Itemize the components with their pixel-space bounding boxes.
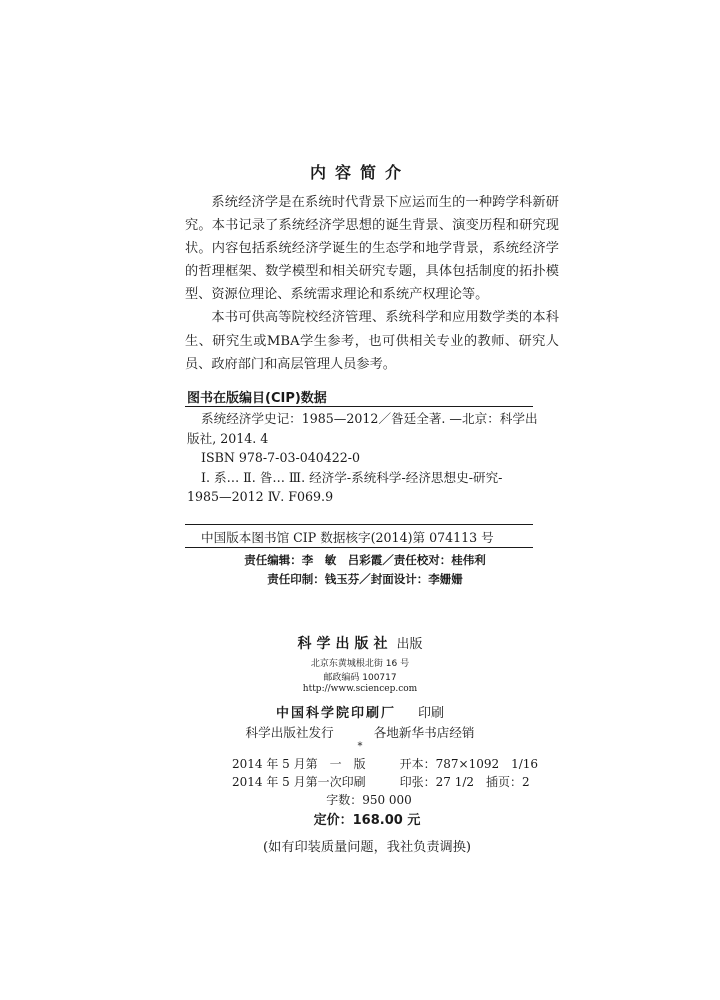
cip-middle-rule [185,524,533,525]
distribution-line [0,722,720,741]
sellers: 各地新华书店经销 [373,725,475,740]
printer-line [0,702,720,721]
cip-line: 系统经济学史记：1985—2012／昝廷全著. —北京：科学出 [201,411,538,426]
cip-line: 版社, 2014. 4 [187,430,269,446]
book-format: 开本：787×1092 1/16 [399,757,539,771]
publisher-name: 科学出版社 [297,636,393,652]
printing-line [232,773,530,790]
staff-line-editors: 责任编辑：李 敏 吕彩霞／责任校对：桂伟利 [244,553,486,567]
quality-notice: (如有印装质量问题，我社负责调换) [262,840,472,855]
cip-top-rule [185,406,533,407]
staff-line-printing: 责任印制：钱玉芬／封面设计：李姗姗 [267,572,463,586]
divider-star: * [357,741,363,752]
cip-bottom-rule [185,547,533,548]
cip-record-line: 中国版本图书馆 CIP 数据核字(2014)第 074113 号 [201,530,494,545]
word-count: 字数：950 000 [326,793,412,807]
intro-paragraph: 本书可供高等院校经济管理、系统科学和应用数学类的本科生、研究生或MBA学生参考，也可供相关专业的教师、研究人员、政府部门和高层管理人员参考。 [185,310,559,372]
sheets: 印张：27 1/2 插页：2 [399,775,530,789]
distribution-separator [334,722,374,741]
cip-line: ISBN 978-7-03-040422-0 [201,450,361,465]
intro-title: 内容简介 [309,163,410,182]
publisher-url: http://www.sciencep.com [302,684,418,694]
price: 定价：168.00 元 [313,813,421,828]
publisher-postal-code: 邮政编码 100717 [323,673,397,683]
publisher-address: 北京东黄城根北街 16 号 [310,659,410,669]
cip-line: Ⅰ. 系… Ⅱ. 昝… Ⅲ. 经济学-系统科学-经济思想史-研究- [201,469,503,485]
cip-body [187,409,538,507]
distributor: 科学出版社发行 [245,725,334,740]
printing: 2014 年 5 月第一次印刷 [232,775,366,789]
edition-line [232,755,538,772]
intro-paragraph: 系统经济学是在系统时代背景下应运而生的一种跨学科新研究。本书记录了系统经济学思想的诞生背景、演变历程和研究现状。内容包括系统经济学诞生的生态学和地学背景，系统经济学的哲理框架、数学模型和相关研究专题，具体包括制度的拓扑模型、资源位理论、系统需求理论和系统产权理论等。 [185,195,559,303]
intro-body [185,191,559,376]
cip-line: 1985—2012 Ⅳ. F069.9 [187,489,334,504]
cip-heading: 图书在版编目(CIP)数据 [187,391,327,406]
printer-suffix: 印刷 [418,706,445,721]
publisher-line [0,633,720,653]
publisher-suffix: 出版 [396,637,423,652]
printer-name: 中国科学院印刷厂 [275,706,396,721]
edition: 2014 年 5 月第 一 版 [232,757,366,771]
